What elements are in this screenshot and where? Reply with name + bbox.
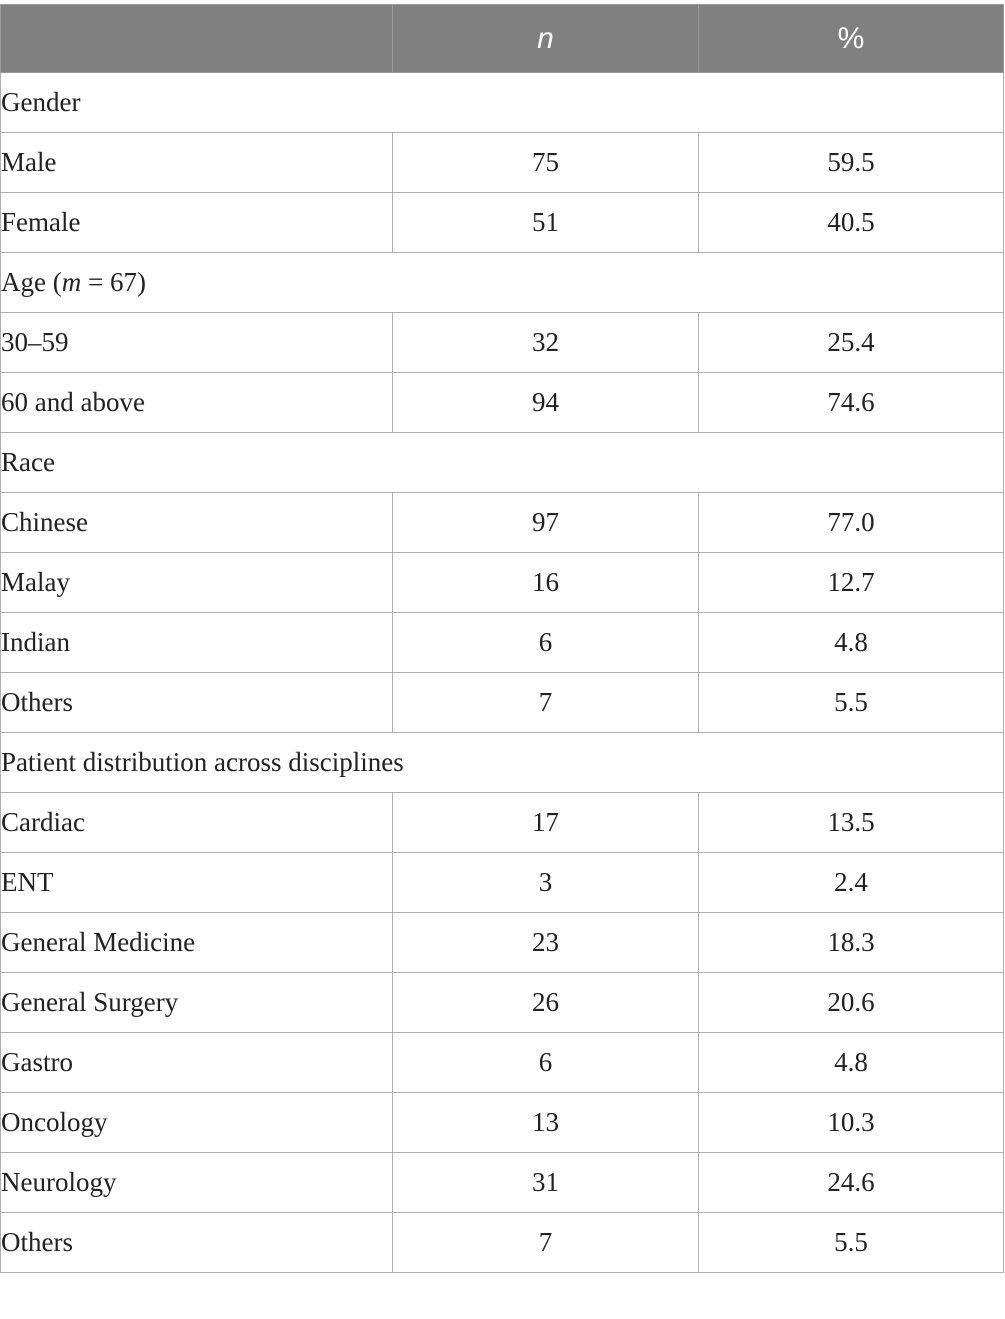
table-row [1, 913, 1004, 973]
row-percent: 10.3 [699, 1093, 1004, 1153]
row-n: 16 [393, 553, 699, 613]
row-label: 60 and above [1, 373, 393, 433]
row-label: Oncology [1, 1093, 393, 1153]
row-percent: 74.6 [699, 373, 1004, 433]
header-percent: % [699, 5, 1004, 73]
row-label: Others [1, 673, 393, 733]
row-percent: 18.3 [699, 913, 1004, 973]
section-title-disciplines: Patient distribution across disciplines [1, 733, 1004, 793]
age-title-prefix: Age ( [1, 267, 62, 297]
table-row [1, 553, 1004, 613]
row-n: 6 [393, 613, 699, 673]
row-percent: 12.7 [699, 553, 1004, 613]
row-n: 13 [393, 1093, 699, 1153]
row-n: 51 [393, 193, 699, 253]
row-n: 7 [393, 673, 699, 733]
row-label: Malay [1, 553, 393, 613]
row-label: General Surgery [1, 973, 393, 1033]
table-row [1, 853, 1004, 913]
table-row [1, 673, 1004, 733]
row-label: Gastro [1, 1033, 393, 1093]
section-row-age [1, 253, 1004, 313]
row-n: 31 [393, 1153, 699, 1213]
row-n: 26 [393, 973, 699, 1033]
row-n: 94 [393, 373, 699, 433]
table-row [1, 1093, 1004, 1153]
demographics-table [0, 4, 1004, 1273]
header-blank [1, 5, 393, 73]
row-percent: 2.4 [699, 853, 1004, 913]
table-row [1, 193, 1004, 253]
row-label: Cardiac [1, 793, 393, 853]
row-percent: 5.5 [699, 673, 1004, 733]
row-percent: 5.5 [699, 1213, 1004, 1273]
section-title-race: Race [1, 433, 1004, 493]
row-percent: 4.8 [699, 1033, 1004, 1093]
row-label: Others [1, 1213, 393, 1273]
row-label: Indian [1, 613, 393, 673]
row-n: 97 [393, 493, 699, 553]
row-n: 3 [393, 853, 699, 913]
row-label: ENT [1, 853, 393, 913]
table-row [1, 1153, 1004, 1213]
section-row-disciplines [1, 733, 1004, 793]
table-row [1, 493, 1004, 553]
row-label: 30–59 [1, 313, 393, 373]
row-n: 23 [393, 913, 699, 973]
row-label: Female [1, 193, 393, 253]
row-percent: 24.6 [699, 1153, 1004, 1213]
row-label: Neurology [1, 1153, 393, 1213]
row-percent: 77.0 [699, 493, 1004, 553]
row-n: 6 [393, 1033, 699, 1093]
row-percent: 20.6 [699, 973, 1004, 1033]
row-percent: 13.5 [699, 793, 1004, 853]
row-percent: 40.5 [699, 193, 1004, 253]
section-row-gender [1, 73, 1004, 133]
section-row-race [1, 433, 1004, 493]
row-label: Chinese [1, 493, 393, 553]
header-n: n [393, 5, 699, 73]
table-row [1, 313, 1004, 373]
table-row [1, 1213, 1004, 1273]
age-title-suffix: = 67) [81, 267, 146, 297]
table-row [1, 973, 1004, 1033]
row-percent: 59.5 [699, 133, 1004, 193]
table-row [1, 1033, 1004, 1093]
row-label: General Medicine [1, 913, 393, 973]
table-row [1, 613, 1004, 673]
table-row [1, 133, 1004, 193]
row-percent: 4.8 [699, 613, 1004, 673]
table-row [1, 373, 1004, 433]
table-row [1, 793, 1004, 853]
row-n: 7 [393, 1213, 699, 1273]
section-title-age [1, 253, 1004, 313]
section-title-gender: Gender [1, 73, 1004, 133]
row-percent: 25.4 [699, 313, 1004, 373]
row-n: 17 [393, 793, 699, 853]
row-n: 75 [393, 133, 699, 193]
row-label: Male [1, 133, 393, 193]
row-n: 32 [393, 313, 699, 373]
header-row [1, 5, 1004, 73]
age-title-var: m [61, 267, 82, 297]
